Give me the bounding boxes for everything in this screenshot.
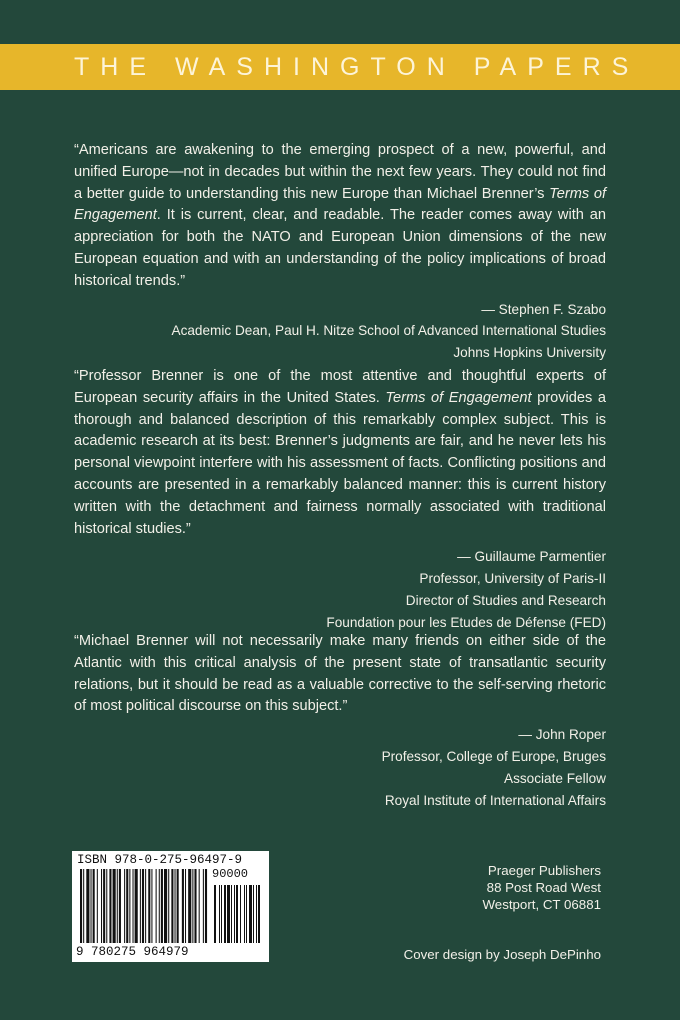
barcode-bar [91, 869, 92, 943]
quote-book-title: Terms of Engagement [385, 389, 532, 406]
barcode-addon-bar [256, 885, 257, 943]
attribution-line: Royal Institute of International Affairs [384, 792, 606, 808]
barcode-bar [171, 869, 173, 943]
cover-design-credit: Cover design by Joseph DePinho [403, 947, 601, 962]
barcode-bar [86, 869, 89, 943]
attribution-name: — Guillaume Parmentier [457, 549, 606, 565]
quote-book-title: Terms of Engagement [74, 185, 607, 224]
barcode-bar [135, 869, 138, 943]
barcode-bar [80, 869, 82, 943]
attribution-line: Foundation pour les Etudes de Défense (FED) [326, 614, 606, 630]
barcode-bar [145, 869, 146, 943]
publisher-address [450, 862, 601, 913]
barcode-bar [188, 869, 191, 943]
barcode-bar [124, 869, 125, 943]
quote-segment: “Michael Brenner will not necessarily make many friends on either side of the Atlantic with this critical analysis of the present state of transatlantic security relations, but it should be read as a valuable corrective to the self-serving rhetoric of most political discourse on this subject.” [74, 633, 606, 715]
barcode-bar [148, 869, 150, 943]
quote-segment: provides a thorough and balanced description of this remarkably complex subject. This is academic research at its best: Brenner’s judgments are fair, and he never lets his personal viewpoint interfere with his assessment of facts. Conflicting positions and accounts are presented in a remarkably balanced manner: this is current history written with the detachment and fairness normally associated with traditional historical studies.” [74, 389, 606, 537]
quote-segment: “Americans are awakening to the emerging prospect of a new, powerful, and unified Europe—not in decades but within the next few years. They could not find a better guide to understanding this new Europe than Michael Brenner’s [74, 142, 606, 202]
attribution-line: Professor, University of Paris-II [419, 571, 606, 587]
barcode-bar [113, 869, 116, 943]
barcode-bar [156, 869, 157, 943]
attribution-line: Associate Fellow [504, 770, 606, 786]
publisher-name: Praeger Publishers [487, 863, 601, 878]
barcode-addon-bar [246, 885, 247, 943]
barcode-bar [133, 869, 134, 943]
attribution-line: Academic Dean, Paul H. Nitze School of Advanced International Studies [171, 323, 606, 339]
barcode-addon-bar [227, 885, 230, 943]
barcode-bar [194, 869, 196, 943]
quote-text [74, 631, 606, 718]
barcode-bar [106, 869, 107, 943]
quote-attribution [74, 724, 606, 811]
barcode-bar [205, 869, 207, 943]
barcode-bar [126, 869, 128, 943]
attribution-name: — Stephen F. Szabo [481, 301, 606, 317]
quote-text [74, 140, 606, 293]
barcode-bar [119, 869, 121, 943]
series-banner [0, 44, 680, 90]
barcode-bar [168, 869, 169, 943]
barcode-bar [151, 869, 152, 943]
barcode-bar [161, 869, 163, 943]
barcode-bar [203, 869, 204, 943]
barcode-bar [103, 869, 105, 943]
quote-attribution [74, 546, 606, 633]
endorsement-quote-3 [74, 631, 606, 811]
barcode-addon-bar [258, 885, 260, 943]
barcode-addon-bar [236, 885, 238, 943]
attribution-name: — John Roper [518, 727, 606, 743]
barcode-bar [93, 869, 95, 943]
barcode-bar [142, 869, 144, 943]
barcode-addon-bar [224, 885, 226, 943]
barcode-addon-bar [214, 885, 216, 943]
barcode-bar [164, 869, 167, 943]
attribution-line: Director of Studies and Research [405, 592, 606, 608]
barcode-addon-bar [249, 885, 252, 943]
quote-text [74, 366, 606, 540]
quote-segment: “Professor Brenner is one of the most attentive and thoughtful experts of European security affairs in the United States. [74, 368, 606, 406]
publisher-street: 88 Post Road West [486, 880, 601, 895]
quote-attribution [74, 299, 606, 364]
barcode-bar [117, 869, 118, 943]
barcode-addon-bar [221, 885, 222, 943]
quote-segment: . It is current, clear, and readable. The reader comes away with an appreciation for both the NATO and European Union dimensions of the new European equation and with an understanding of the policy implications of broad historical trends.” [74, 207, 606, 289]
barcode-bar [182, 869, 184, 943]
barcode-addon-bar [244, 885, 245, 943]
attribution-line: Johns Hopkins University [453, 345, 606, 361]
endorsement-quote-2 [74, 366, 606, 634]
barcode-bar [109, 869, 111, 943]
barcode-bar [185, 869, 186, 943]
barcode-bar [129, 869, 130, 943]
price-code: 90000 [212, 867, 249, 881]
barcode-bar [83, 869, 84, 943]
endorsement-quote-1 [74, 140, 606, 364]
barcode-addon-bar [219, 885, 220, 943]
publisher-city: Westport, CT 06881 [482, 897, 601, 912]
barcode-bar [199, 869, 200, 943]
isbn-barcode [72, 851, 269, 962]
barcode-bar [177, 869, 179, 943]
barcode-bar [159, 869, 160, 943]
series-title: THE WASHINGTON PAPERS [74, 53, 640, 81]
barcode-bar [101, 869, 102, 943]
barcode-bar [175, 869, 176, 943]
attribution-line: Professor, College of Europe, Bruges [381, 748, 606, 764]
isbn-label: ISBN 978-0-275-96497-9 [77, 853, 243, 867]
barcode-addon-bar [240, 885, 241, 943]
ean-digits: 9 780275 964979 [76, 945, 189, 959]
barcode-bar [97, 869, 98, 943]
barcode-addon-bar [253, 885, 254, 943]
barcode-bar [140, 869, 141, 943]
barcode-addon-bar [231, 885, 232, 943]
barcode-addon-bar [234, 885, 235, 943]
barcode-bar [192, 869, 193, 943]
